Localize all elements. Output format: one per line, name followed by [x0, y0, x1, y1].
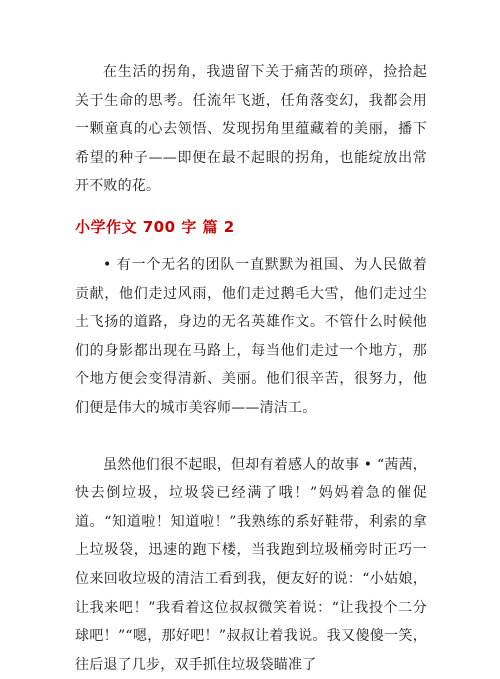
paragraph-spacer — [75, 423, 427, 451]
section-heading: 小学作文 700 字 篇 2 — [75, 217, 235, 236]
body-paragraph: 在生活的拐角，我遗留下关于痛苦的琐碎，捡拾起关于生命的思考。任流年飞逝，任角落变幻，我都会用一颗童真的心去领悟、发现拐角里蕴藏着的美丽，播下希望的种子——即便在最不起眼的拐角，也能绽放出常开不败的花。 — [75, 64, 427, 195]
document-page — [75, 58, 427, 679]
body-paragraph: • 有一个无名的团队一直默默为祖国、为人民做着贡献，他们走过风雨，他们走过鹅毛大雪，他们走过尘土飞扬的道路，身边的无名英雄作文。不管什么时候他们的身影都出现在马路上，每当他们走过一个地方，那个地方便会变得清新、美丽。他们很辛苦，很努力，他们便是伟大的城市美容师——清洁工。 — [75, 256, 427, 416]
body-paragraph: 虽然他们很不起眼，但却有着感人的故事 • “茜茜，快去倒垃圾，垃圾袋已经满了哦！”妈妈着急的催促道。“知道啦！知道啦！”我熟练的系好鞋带，利索的拿上垃圾袋，迅速的跑下楼，当我跑到垃圾桶旁时正巧一位来回收垃圾的清洁工看到我，便友好的说：“小姑娘，让我来吧！”我看着这位叔叔微笑着说：“让我投个二分球吧！”“嗯，那好吧！”叔叔让着我说。我又傻傻一笑，往后退了几步，双手抓住垃圾袋瞄准了 — [75, 456, 427, 673]
